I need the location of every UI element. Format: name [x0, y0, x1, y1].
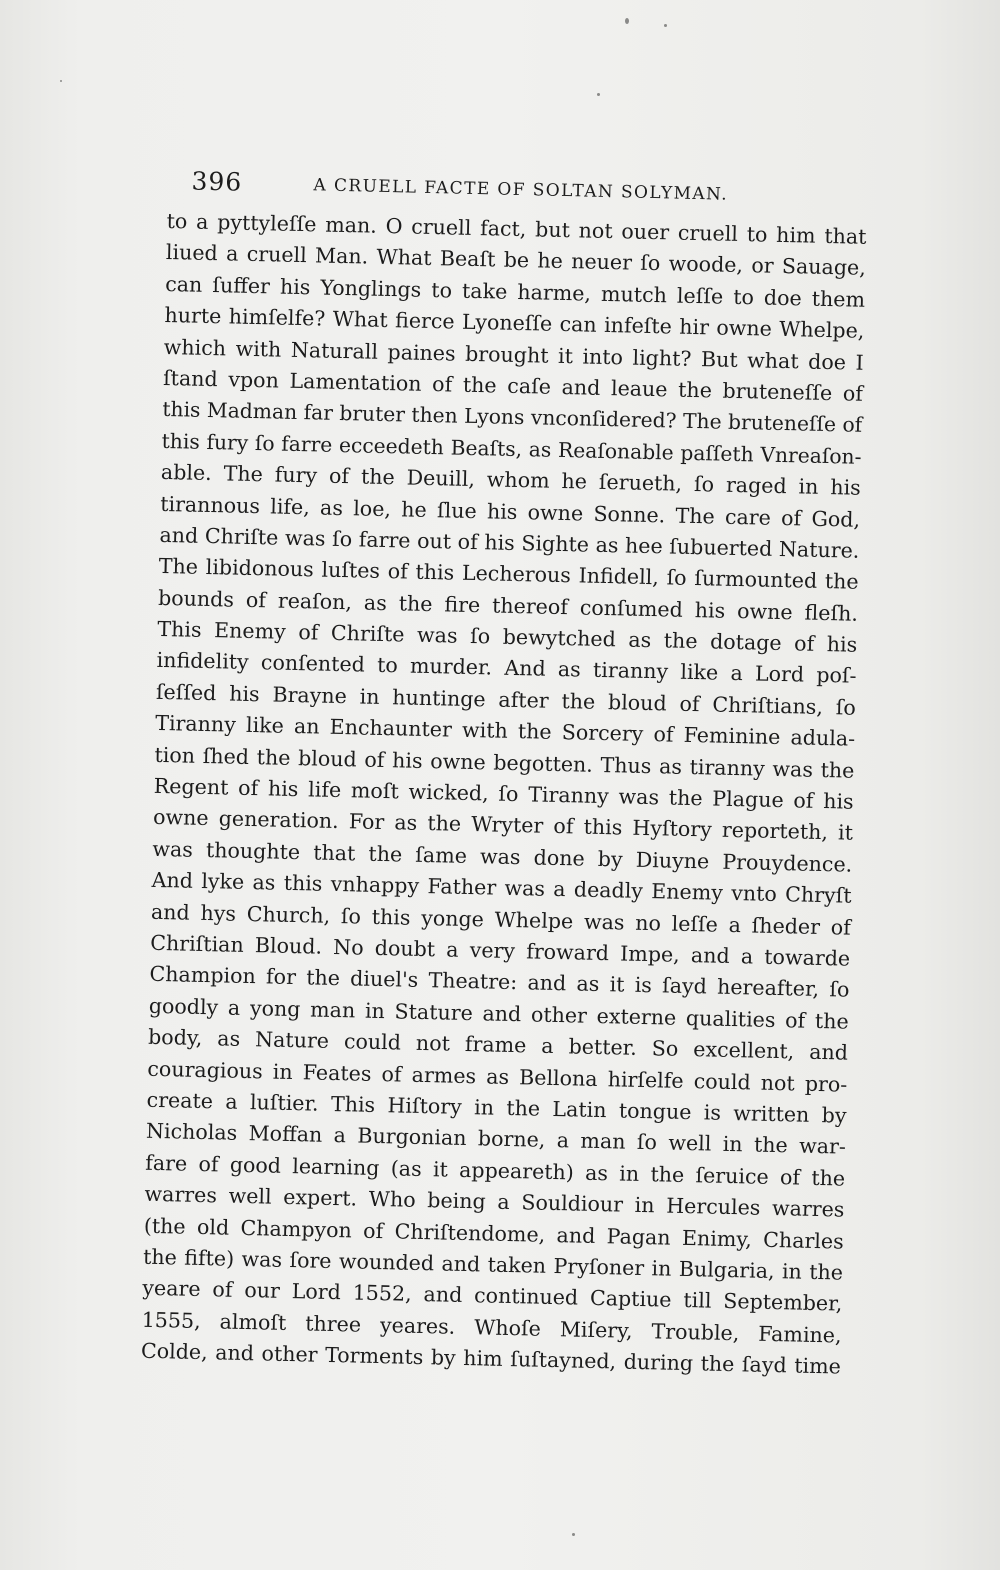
text-line: hurte himſelfe? What fierce Lyoneſſe can infeſte hir owne Whelpe, [164, 303, 865, 344]
text-line: owne generation. For as the Wryter of this Hyſtory reporteth, it [152, 805, 854, 846]
text-line: tirannous life, as loe, he ſlue his owne Sonne. The care of God, [159, 491, 861, 532]
paper-speck [60, 80, 62, 82]
text-line: goodly a yong man in Stature and other externe qualities of the [148, 993, 849, 1034]
text-line: Champion for the diuel's Theatre: and as it is ſayd hereafter, ſo [149, 962, 850, 1003]
text-line: this fury ſo farre ecceedeth Beaſts, as Reaſonable paſſeth Vnreaſon- [161, 428, 862, 469]
text-line: was thoughte that the ſame was done by Diuyne Prouydence. [152, 836, 853, 877]
text-line: fare of good learning (as it appeareth) as in the ſeruice of the [145, 1150, 846, 1191]
text-line: yeare of our Lord 1552, and continued Captiue till September, [142, 1275, 843, 1316]
paper-speck [572, 1533, 575, 1536]
text-line: Tiranny like an Enchaunter with the Sorcery of Feminine adula- [154, 711, 856, 751]
paper-speck [597, 93, 600, 96]
text-line: Nicholas Moffan a Burgonian borne, a man ſo well in the war- [145, 1119, 847, 1159]
text-line: tion ſhed the bloud of his owne begotten. Thus as tiranny was the [154, 742, 855, 783]
page-text-block [141, 162, 868, 1383]
text-line: and hys Church, ſo this yonge Whelpe was no leſſe a ſheder of [150, 899, 852, 940]
page-number: 396 [191, 166, 243, 197]
text-line: this Madman far bruter then Lyons vnconſidered? The bruteneſſe of [162, 397, 863, 438]
text-line: infidelity conſented to murder. And as tiranny like a Lord poſ- [156, 648, 857, 689]
text-line: 1555, almoſt three yeares. Whoſe Miſery, Trouble, Famine, [141, 1307, 842, 1348]
text-line: which with Naturall paines brought it into light? But what doe I [163, 334, 864, 375]
text-line: can ſuffer his Yonglings to take harme, mutch leſſe to doe them [164, 271, 866, 312]
text-line: ſeſſed his Brayne in huntinge after the bloud of Chriſtians, ſo [155, 679, 857, 720]
text-line: liued a cruell Man. What Beaſt be he neuer ſo woode, or Sauage, [165, 240, 867, 281]
text-line: ſtand vpon Lamentation of the caſe and leaue the bruteneſſe of [162, 365, 864, 406]
text-line: And lyke as this vnhappy Father was a deadly Enemy vnto Chryſt [151, 868, 852, 908]
text-line: The libidonous luſtes of this Lecherous Infidell, ſo ſurmounted the [158, 554, 859, 595]
text-line: and Chriſte was ſo farre out of his Sighte as hee ſubuerted Nature. [159, 522, 860, 563]
text-line: couragious in Feates of armes as Bellona hirſelfe could not pro- [147, 1056, 848, 1097]
text-line: warres well expert. Who being a Souldiour in Hercules warres [144, 1181, 845, 1222]
body-text [141, 206, 867, 1383]
text-line: bounds of reaſon, as the fire thereof conſumed his owne fleſh. [157, 585, 859, 626]
paper-speck [625, 18, 629, 24]
text-line: able. The fury of the Deuill, whom he ſerueth, ſo raged in his [160, 460, 862, 500]
paper-speck [664, 24, 667, 27]
text-line: Colde, and other Torments by him ſuſtayned, during the ſayd time [140, 1338, 842, 1379]
text-line: (the old Champyon of Chriſtendome, and Pagan Enimy, Charles [143, 1213, 844, 1254]
text-line: Chriſtian Bloud. No doubt a very froward Impe, and a towarde [150, 930, 851, 971]
text-line: body, as Nature could not frame a better. So excellent, and [147, 1024, 849, 1065]
text-line: This Enemy of Chriſte was ſo bewytched as the dotage of his [157, 616, 858, 657]
text-line: create a luſtier. This Hiſtory in the Latin tongue is written by [146, 1087, 847, 1128]
text-line: to a pyttyleſſe man. O cruell fact, but not ouer cruell to him that [166, 208, 867, 249]
running-title: A CRUELL FACTE OF SOLTAN SOLYMAN. [313, 175, 729, 205]
text-line: the fifte) was ſore wounded and taken Pryſoner in Bulgaria, in the [142, 1244, 844, 1285]
text-line: Regent of his life moſt wicked, ſo Tiranny was the Plague of his [153, 773, 854, 814]
